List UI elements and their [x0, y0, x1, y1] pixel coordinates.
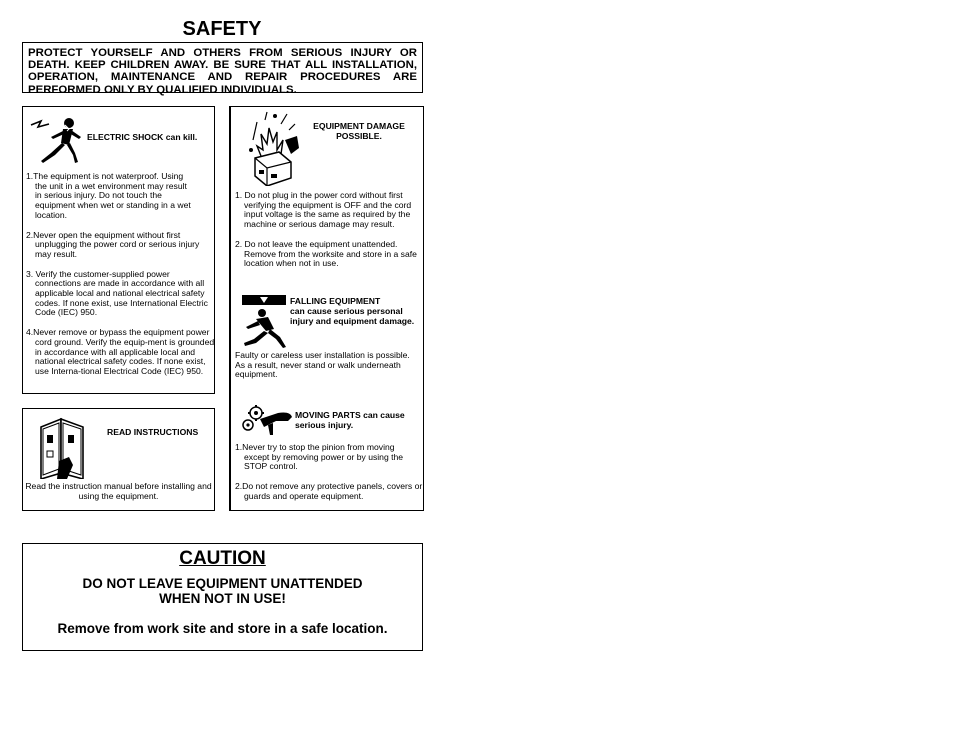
- list-item: 1.The equipment is not waterproof. Using the unit in a wet environment may result in serious injury. Do not touch the equipment when wet or standing in a wet location.: [26, 171, 191, 220]
- electric-shock-panel: [22, 106, 215, 394]
- caution-line-3: Remove from work site and store in a safe location.: [57, 621, 388, 636]
- caution-line-1: [23, 577, 422, 606]
- falling-equipment-heading: FALLING EQUIPMENT: [290, 296, 381, 306]
- falling-equipment-subheading: can cause serious personal injury and equipment damage.: [290, 306, 415, 326]
- equipment-warnings-panel: [229, 106, 424, 511]
- moving-parts-heading: MOVING PARTS can cause serious injury.: [295, 410, 405, 430]
- list-item: 2.Do not remove any protective panels, covers or guards and operate equipment.: [235, 481, 423, 501]
- list-item: 2. Do not leave the equipment unattended. Remove from the worksite and store in a safe location when not in use.: [235, 238, 417, 269]
- falling-equipment-text: Faulty or careless user installation is possible. As a result, never stand or walk underneath equipment.: [235, 350, 410, 380]
- falling-equipment-icon: [240, 293, 288, 349]
- electric-shock-heading: ELECTRIC SHOCK can kill.: [87, 132, 198, 142]
- read-instructions-text: Read the instruction manual before installing and using the equipment.: [25, 481, 212, 501]
- caution-line-1b: WHEN NOT IN USE!: [159, 590, 286, 606]
- list-item: 4.Never remove or bypass the equipment power cord ground. Verify the equip-ment is grounded in accordance with all applicable local and national electrical safety codes. If none exist, use Interna-tional Electrical Code (IEC) 950.: [26, 327, 215, 376]
- electric-shock-list: [26, 171, 215, 377]
- equipment-damage-list: [235, 191, 421, 269]
- read-instructions-panel: [22, 408, 215, 511]
- moving-parts-list: [235, 443, 423, 502]
- list-item: 3. Verify the customer-supplied power connections are made in accordance with all applicable local and national electrical safety codes. If none exist, use International Electric Code (IEC) 950.: [26, 268, 208, 318]
- read-instructions-heading: READ INSTRUCTIONS: [107, 427, 199, 437]
- list-item: 2.Never open the equipment without first unplugging the power cord or serious injury may result.: [26, 229, 200, 259]
- electric-shock-icon: [29, 115, 85, 165]
- instruction-manual-icon: [37, 417, 87, 479]
- list-item: 1. Do not plug in the power cord without first verifying the equipment is OFF and the cord input voltage is the same as required by the machine or serious damage may result.: [235, 190, 412, 230]
- caution-line-1a: DO NOT LEAVE EQUIPMENT UNATTENDED: [82, 576, 363, 591]
- caution-heading: CAUTION: [179, 548, 266, 569]
- page-title: SAFETY: [182, 18, 262, 40]
- moving-parts-icon: [240, 405, 294, 437]
- caution-panel: [22, 543, 423, 651]
- protect-warning: PROTECT YOURSELF AND OTHERS FROM SERIOUS INJURY OR DEATH. KEEP CHILDREN AWAY. BE SURE THAT ALL INSTALLATION, OPERATION, MAINTENANCE AND REPAIR PROCEDURES ARE PERFORMED ONLY BY QUALIFIED INDIVIDUALS.: [22, 42, 423, 93]
- equipment-damage-heading: EQUIPMENT DAMAGE POSSIBLE.: [313, 121, 405, 141]
- equipment-damage-icon: [247, 110, 303, 186]
- list-item: 1.Never try to stop the pinion from moving except by removing power or by using the STOP control.: [235, 442, 404, 472]
